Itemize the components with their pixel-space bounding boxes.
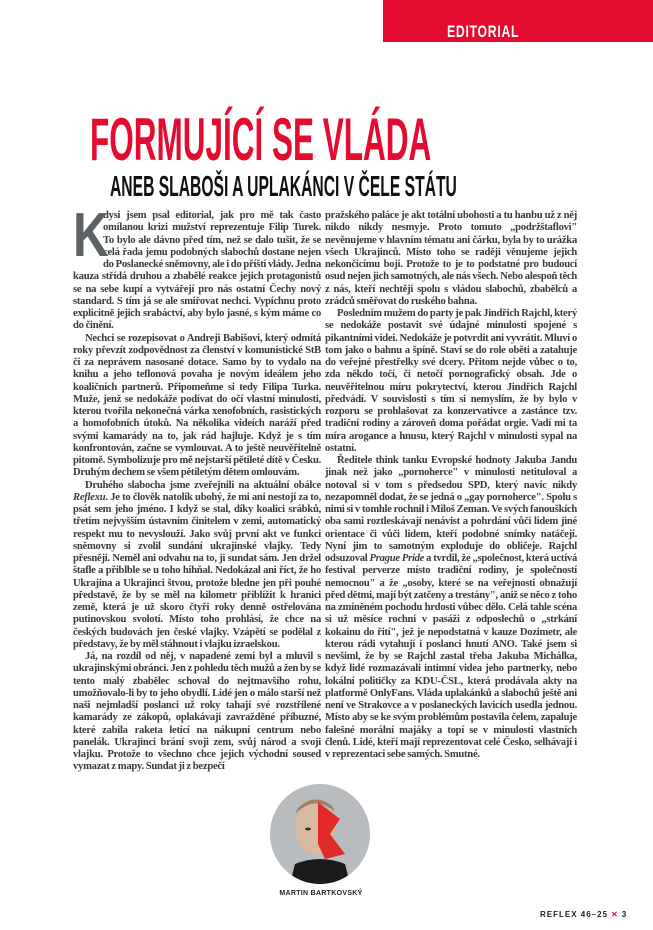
section-label: EDITORIAL bbox=[447, 22, 520, 41]
magazine-issue: REFLEX 46–25 bbox=[540, 910, 609, 919]
paragraph: Já, na rozdíl od něj, v napadené zemi byl a mluvil s ukrajinskými obránci. Jen z pohledu těch mužů a žen by se tento malý zbabělec schoval do nejtmavšího rohu, umožňovalo-li by to jeho obydlí. Lidé jen o málo starší než naši nejmladší poslanci už roky tahají své rozstřílené kamarády ze zákopů, oplakávají zavražděné příbuzné, které zabila raketa letící na nákupní centrum nebo panelák. Ukrajinci brání svoji zem, svůj národ a svoji vlajku. Protože to všechno chce jejich východní soused vymazat z mapy. Sundat ji z bezpečí bbox=[73, 651, 321, 773]
paragraph: K dysi jsem psal editorial, jak pro mě tak často omílanou krizi mužství reprezentuje Filip Turek. To bylo ale dávno před tím, než se dalo tušit, že se celá řada jemu podobných slabochů dostane nejen do Poslanecké sněmovny, ale i do příští vlády. Jedna kauza střídá druhou a zbabělé reakce jejich protagonistů se na sebe kupí a vytvářejí pro nás ostatní Čechy nový standard. S tím já se ale smiřovat nechci. Vypíchnu proto explicitně jejich srabáctví, aby bylo jasné, s kým máme co do činění. bbox=[73, 201, 321, 332]
paragraph: Posledním mužem do party je pak Jindřich Rajchl, který se nedokáže postavit své údajné minulosti spojené s pikantními videi. Nedokáže je potvrdit ani vyvrátit. Mluví o tom jako o bahnu a špíně. Staví se do role oběti a zatahuje do veřejné přestřelky své dcery. Přitom nejde vůbec o to, zda někdo točí, či netočí pornografický obsah. Jde o neuvěřitelnou míru pokrytectví, kterou Jindřich Rajchl předvádí. V souvislosti s tím si nemyslím, že by bylo v rozporu se prohlašovat za konzervativce a zastánce tzv. tradiční rodiny a zároveň doma pořádat orgie. Vadí mi ta míra arogance a hnusu, který Rajchl v minulosti sypal na ostatní. bbox=[325, 308, 577, 454]
section-tab bbox=[383, 0, 653, 42]
reflex-x-icon: ✕ bbox=[611, 910, 619, 919]
page-footer bbox=[540, 910, 627, 919]
paragraph: Ředitele think tanku Evropské hodnoty Jakuba Jandu jinak než jako „pornoherce" v minulosti netituloval a notoval si v tom s předsedou SPD, který navíc nikdy nezapomněl dodat, že se jedná o „gay pornoherce". Spolu s nimi si v tomhle rochnil i Miloš Zeman. Ve svých fanouškích oba sami roztleskávají nenávist a pohrdání vůči lidem jiné orientace či vůči lidem, kteří podobné snímky natáčejí. Nyní jim to samotným exploduje do obličeje. Rajchl odsuzoval Prague Pride a tvrdil, že „společnost, která uctívá festival perverze místo tradiční rodiny, je společností nemocnou" a že „osoby, které se na veřejnosti obnažují před dětmi, mají být zatčeny a trestány", aniž se něco z toho na zmíněném pochodu hrdosti vůbec dělo. Celá tahle scéna si už měsíce rochní v pasáži z odposlechů o „strkání kokainu do řití", jež je nepodstatná v kauze Dozimetr, ale kterou rádi vytahují i poslanci hnutí ANO. Také jsem si nevšiml, že by se Rajchl zastal třeba Jakuba Michálka, když lidé rozmazávali intimní videa jeho partnerky, nebo lokální političky za KDU-ČSL, která prodávala akty na platformě OnlyFans. Vláda uplakánků a slabochů ještě ani není ve Strakovce a v poslaneckých lavicích usedla jednou. Místo aby se ke svým problémům postavila čelem, zapaluje falešné morální majáky a topí se v minulosti vlastních členů. Lidé, kteří mají reprezentovat celé Česko, selhávají i v reprezentaci sebe samých. Smutné. bbox=[325, 455, 577, 760]
author-photo bbox=[270, 784, 370, 884]
article-subtitle: ANEB SLABOŠI A UPLAKÁNCI V ČELE STÁTU bbox=[110, 171, 457, 203]
article-title: FORMUJÍCÍ SE VLÁDA bbox=[90, 106, 432, 173]
drop-cap: K bbox=[73, 201, 109, 270]
author-name: MARTIN BARTKOVSKÝ bbox=[279, 890, 363, 897]
paragraph: Nechci se rozepisovat o Andreji Babišovi, který odmítá roky převzít zodpovědnost za členství v komunistické StB či za neprávem nasosané dotace. Samo by to vydalo na knihu a jeho teflonová povaha je novým ideálem jeho koaličních partnerů. Připomeňme si tedy Filipa Turka. Muže, jenž se nedokáže podívat do očí vlastní minulosti, kterou tvořila nekonečná várka xenofobních, rasistických a homofobních útoků. Na několika videích naráží před svými kamarády na to, jak rád hajluje. Když je s tím konfrontován, začne se vymlouvat. A to ještě neuvěřitelně pitomě. Symbolizuje pro mě nejstarší pětileté dítě v Česku. Druhým dechem se všem pětiletým dětem omlouvám. bbox=[73, 332, 321, 479]
page-number: 3 bbox=[621, 910, 628, 919]
paragraph: pražského paláce je akt totální ubohosti a tu hanbu už z něj nikdo nikdy nesmyje. Proto tomuto „podržštaflovi" nevěnujeme v hlavním tématu ani čárku, byla by to urážka všech Ukrajinců. Místo toho se raději věnujeme jejich nekončícímu boji. Protože to je to podstatné pro budoucí osud nejen jich samotných, ale nás všech. Nebo alespoň těch z nás, kteří nechtějí spolu s vládou slabochů, zbabělců a zrádců směřovat do ruského bahna. bbox=[325, 210, 577, 307]
article-column-left bbox=[73, 201, 321, 774]
article-column-right bbox=[325, 210, 577, 761]
paragraph: Druhého slabocha jsme zveřejnili na aktuální obálce Reflexu. Je to člověk natolik ubohý, že mi ani nestojí za to, psát sem jeho jméno. I když se stal, díky koalici srábků, třetím nejvyšším ústavním činitelem v zemi, automatický respekt mu to nevyslouží. Jako svůj první akt ve funkci sněmovny si zvolil sundání ukrajinské vlajky. Tedy přesněji. Neměl ani odvahu na to, ji sundat sám. Jen držel štafle a přiblble se u toho hihňal. Nedokázal ani říct, že ho Ukrajina a Ukrajinci štvou, protože bledne jen při pouhé představě, že by se měl na kilometr přiblížit k hranici země, která je už skoro čtyři roky denně ostřelována putinovskou svolotí. Místo toho prohlásí, že chce na českých budovách jen české vlajky. Vzápětí se podělal z představy, že by měl stáhnout i vlajku izraelskou. bbox=[73, 479, 321, 650]
